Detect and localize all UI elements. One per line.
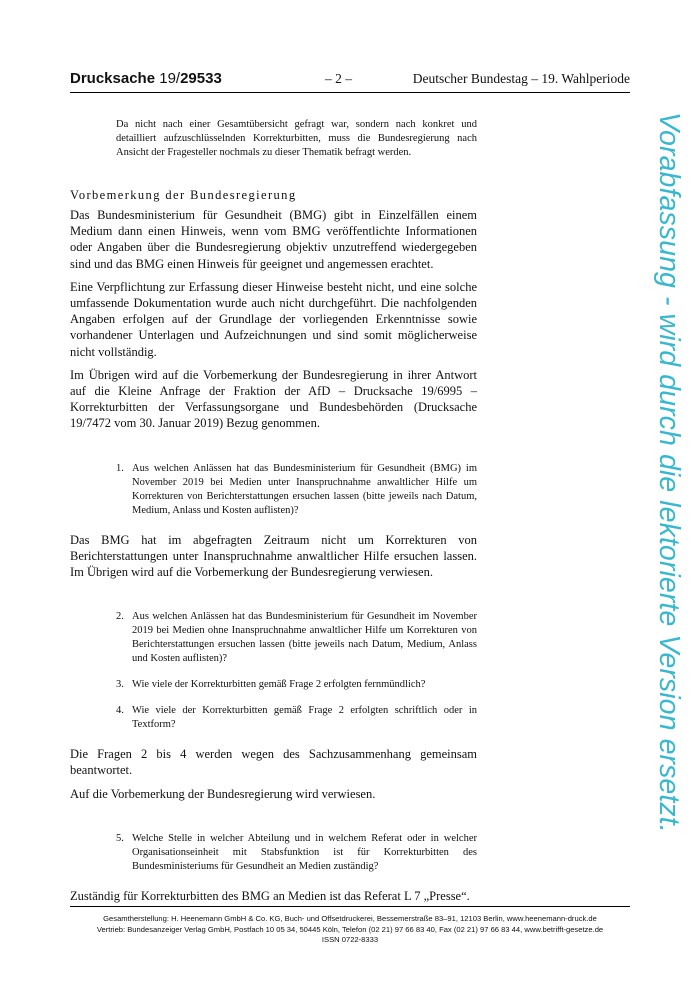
header-divider (70, 92, 630, 93)
question-text: Wie viele der Korrekturbitten gemäß Frage 2 erfolgten fernmündlich? (132, 679, 426, 691)
document-number (70, 70, 222, 87)
doc-number-prefix: 19/ (159, 70, 181, 87)
question-number: 3. (116, 679, 124, 691)
vorbemerkung-paragraph: Im Übrigen wird auf die Vorbemerkung der Bundesregierung in ihrer Antwort auf die Kleine Anfrage der Fraktion der AfD – Drucksache 19/6995 – Korrekturbitten der Verfassungsorgane und Bundesbehörden (Drucksache 19/7472 vom 30. Januar 2019) Bezug genommen. (70, 367, 477, 431)
vorbemerkung-paragraph: Das Bundesministerium für Gesundheit (BMG) gibt in Einzelfällen einem Medium dann einen Hinweis, wenn vom BMG veröffentlichte Informationen oder Angaben über die Bundesregierung objektiv unzutreffend wiedergegeben sind und das BMG einen Hinweis für geeignet und angemessen erachtet. (70, 208, 477, 271)
question-number: 1. (116, 462, 124, 474)
doc-number: 29533 (180, 70, 222, 87)
intro-quote: Da nicht nach einer Gesamtübersicht gefragt war, sondern nach konkret und detailliert aufzuschlüsselnden Korrekturbitten, muss die Bundesregierung nach Ansicht der Fragesteller nochmals zu dieser Thematik befragt werden. (116, 119, 477, 158)
answer-2-4-reference: Auf die Vorbemerkung der Bundesregierung wird verwiesen. (70, 786, 376, 801)
question-number: 4. (116, 705, 124, 717)
page-header (70, 70, 630, 92)
document-body (70, 118, 477, 911)
footer-printer: Gesamtherstellung: H. Heenemann GmbH & Co. KG, Buch- und Offsetdruckerei, Bessemerstraße 83–91, 12103 Berlin, www.heenemann-druck.de (103, 914, 597, 923)
answer-5: Zuständig für Korrekturbitten des BMG an Medien ist das Referat L 7 „Presse“. (70, 888, 470, 903)
question-3 (116, 678, 477, 692)
answer-1: Das BMG hat im abgefragten Zeitraum nicht um Korrekturen von Berichterstattungen unter Inanspruchnahme anwaltlicher Hilfe ersuchen lassen. Im Übrigen wird auf die Vorbemerkung der Bundesregierung verwiesen. (70, 532, 477, 580)
watermark (650, 112, 688, 882)
question-2 (116, 610, 477, 666)
question-number: 2. (116, 611, 124, 623)
watermark-text: Vorabfassung - wird durch die lektorierte Version ersetzt. (653, 112, 685, 833)
doc-label: Drucksache (70, 70, 156, 87)
question-4 (116, 704, 477, 732)
question-number: 5. (116, 832, 124, 844)
vorbemerkung-paragraph: Eine Verpflichtung zur Erfassung dieser Hinweise besteht nicht, und eine solche umfassende Dokumentation wurde auch nicht durchgeführt. Die nachfolgenden Angaben erfolgen auf der Grundlage der vorliegenden Erkenntnisse sowie vorhandener Unterlagen und Aufzeichnungen und sind somit möglicherweise nicht vollständig. (70, 279, 477, 359)
answer-2-4: Die Fragen 2 bis 4 werden wegen des Sachzusammenhang gemeinsam beantwortet. (70, 747, 477, 778)
page-number: – 2 – (325, 71, 352, 86)
question-5 (116, 832, 477, 874)
question-1 (116, 462, 477, 518)
footer-issn: ISSN 0722-8333 (321, 935, 379, 944)
question-text: Aus welchen Anlässen hat das Bundesministerium für Gesundheit im November 2019 bei Medien ohne Inanspruchnahme anwaltlicher Hilfe um Korrekturen von Berichterstattungen ersuchen lassen (bitte jeweils nach Datum, Medium, Anlass und Kosten auflisten)? (132, 611, 477, 665)
footer-divider (70, 906, 630, 907)
footer-distribution: Vertrieb: Bundesanzeiger Verlag GmbH, Postfach 10 05 34, 50445 Köln, Telefon (02 21) 97 66 83 40, Fax (02 21) 97 66 83 44, www.betrifft-gesetze.de (96, 924, 604, 934)
imprint-footer (70, 914, 630, 946)
question-text: Wie viele der Korrekturbitten gemäß Frage 2 erfolgten schriftlich oder in Textform? (132, 705, 477, 731)
header-institution: Deutscher Bundestag – 19. Wahlperiode (412, 71, 630, 86)
section-title: Vorbemerkung der Bundesregierung (70, 188, 297, 202)
question-text: Aus welchen Anlässen hat das Bundesministerium für Gesundheit (BMG) im November 2019 bei Medien unter Inanspruchnahme anwaltlicher Hilfe um Korrekturen von Berichterstattungen ersuchen lassen (bitte jeweils nach Datum, Medium, Anlass und Kosten auflisten)? (132, 462, 477, 516)
question-text: Welche Stelle in welcher Abteilung und in welchem Referat oder in welcher Organisationseinheit mit Stabsfunktion ist für Korrekturbitten des Bundesministeriums für Gesundheit an Medien zuständig? (132, 832, 477, 872)
